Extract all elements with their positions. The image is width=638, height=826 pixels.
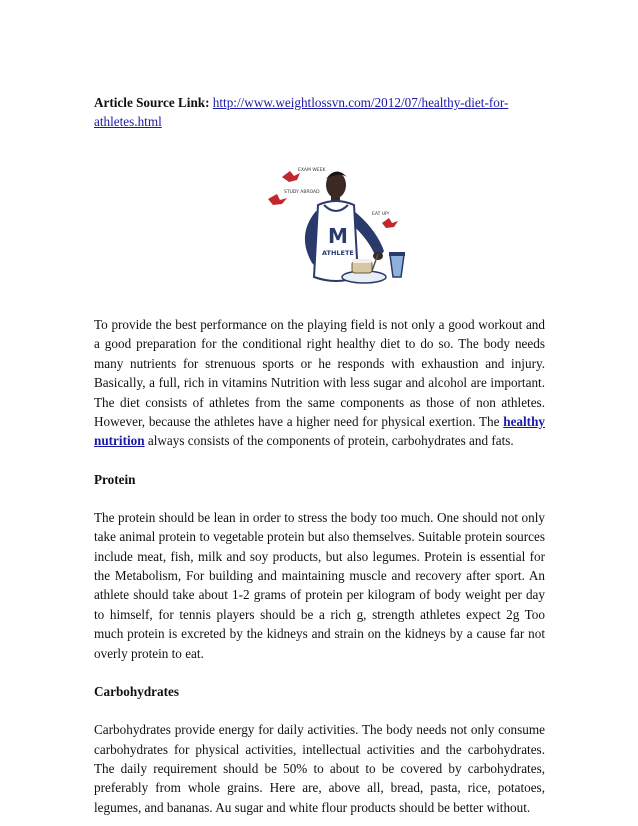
note-study-abroad: STUDY ABROAD bbox=[284, 190, 320, 195]
bird-icon bbox=[382, 218, 398, 228]
intro-paragraph bbox=[94, 315, 545, 451]
note-eat-up: EAT UP! bbox=[372, 212, 390, 217]
source-label: Article Source Link: bbox=[94, 95, 210, 110]
note-exam-week: EXAM WEEK bbox=[298, 168, 326, 173]
healthy-nutrition-link[interactable]: healthy nutrition bbox=[94, 414, 545, 449]
article-content bbox=[94, 93, 545, 817]
jersey-letter: M bbox=[328, 224, 348, 248]
athlete-drawing bbox=[254, 159, 414, 295]
protein-heading: Protein bbox=[94, 471, 136, 487]
intro-text-before: To provide the best performance on the playing field is not only a good workout and a good preparation for the conditional right healthy diet to do so. The body needs many nutrients for strenuous sports or he responds with exhaustion and injury. Basically, a full, rich in vitamins Nutrition with less sugar and alcohol are important. The diet consists of athletes from the same components as those of non athletes. However, because the athletes have a higher need for physical exertion. The bbox=[94, 317, 545, 430]
article-source bbox=[94, 93, 545, 131]
protein-paragraph: The protein should be lean in order to stress the body too much. One should not only take animal protein to vegetable protein but also themselves. Suitable protein sources include meat, fish, milk and soy products, but also legumes. Protein is essential for the Metabolism, For building and maintaining muscle and recovery after sport. An athlete should take about 1-2 grams of protein per kilogram of body weight per day to himself, for tennis players should be a rich g, strength athletes expect 2g Too much protein is excreted by the kidneys and strain on the kidneys by a cause far not overly protein to eat. bbox=[94, 509, 545, 661]
intro-text-after: always consists of the components of protein, carbohydrates and fats. bbox=[144, 433, 514, 449]
carbohydrates-paragraph: Carbohydrates provide energy for daily activities. The body needs not only consume carbohydrates for physical activities, intellectual activities and the carbohydrates. The daily requirement should be 50% to about to be covered by carbohydrates, preferably from whole grains. Here are, above all, bread, pasta, rice, potatoes, legumes, and bananas. Au sugar and white flour products should be better without. bbox=[94, 722, 545, 815]
source-link[interactable]: http://www.weightlossvn.com/2012/07/healthy-diet-for-athletes.html bbox=[94, 95, 509, 129]
drink-cup-icon bbox=[389, 252, 405, 277]
athlete-illustration bbox=[254, 159, 414, 295]
jersey-text: ATHLETE bbox=[322, 249, 354, 257]
carbohydrates-heading: Carbohydrates bbox=[94, 684, 179, 700]
bird-icon bbox=[268, 194, 287, 205]
